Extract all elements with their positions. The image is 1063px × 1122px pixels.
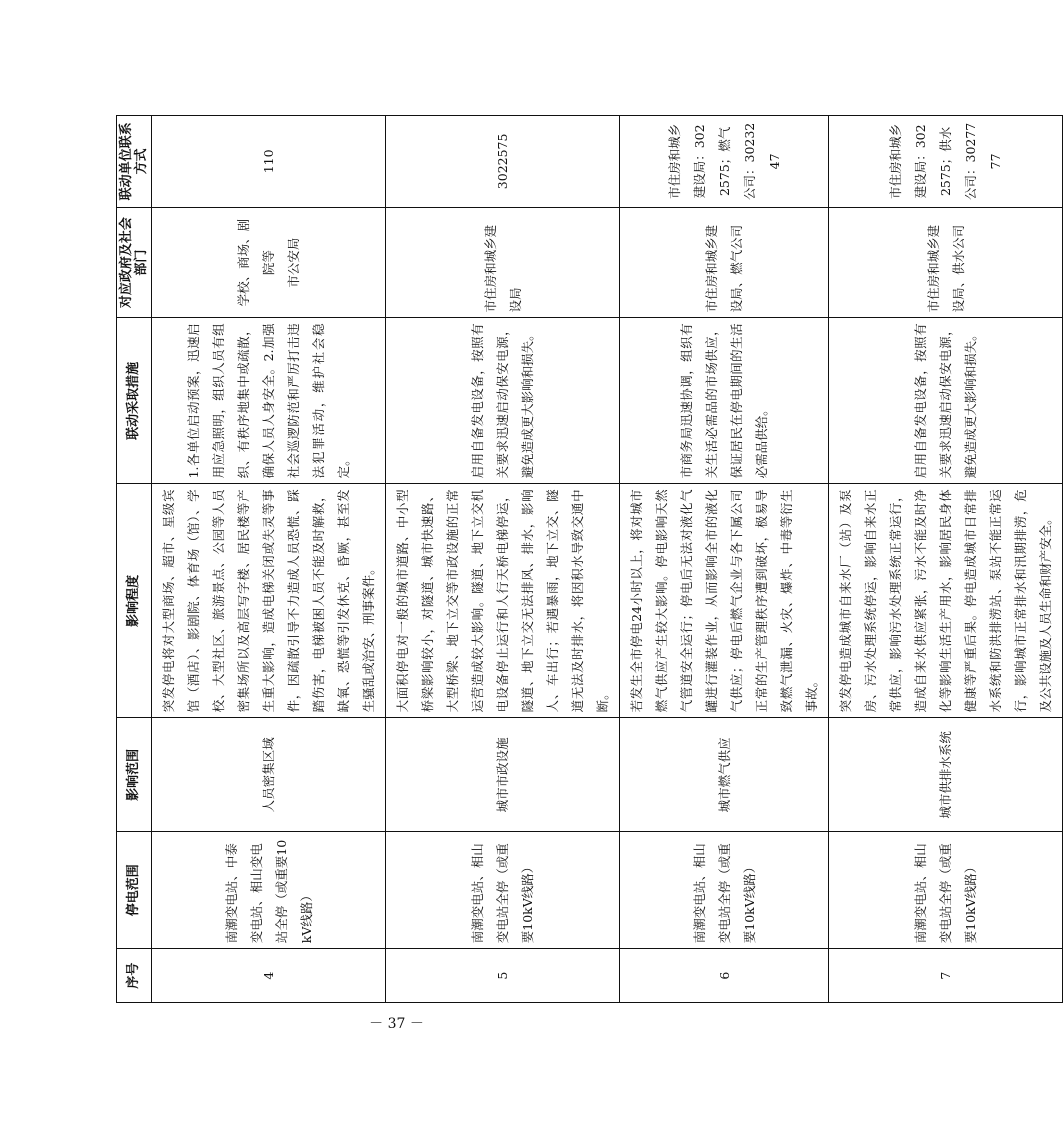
cell-contact: 市住房和城乡建设局：3022575；供水公司：3027777: [829, 116, 1063, 208]
rotated-table-wrapper: [116, 115, 1053, 1003]
cell-outage-range: 南潮变电站、相山变电站全停（或重要10kV线路）: [829, 832, 1063, 949]
cell-measures: 启用自备发电设备，按照有关要求迅速启动保安电源，避免造成更大影响和损失。: [386, 318, 620, 484]
cell-contact: 110: [152, 116, 386, 208]
cell-contact: 3022575: [386, 116, 620, 208]
cell-contact: 市住房和城乡建设局：3022575；燃气公司：3023247: [620, 116, 829, 208]
page-number: － 37 －: [369, 1016, 424, 1032]
cell-impact-scope: 城市市政设施: [386, 718, 620, 832]
header-measures: 联动采取措施: [117, 318, 152, 484]
cell-measures: 1.各单位启动预案，迅速启用应急照明，组织人员有组织、有秩序地集中或疏散，确保人员人身安全。2.加强社会巡逻防范和严厉打击违法犯罪活动，维护社会稳定。: [152, 318, 386, 484]
cell-impact-scope: 城市燃气供应: [620, 718, 829, 832]
cell-depts: 学校、商场、剧院等 市公安局: [152, 207, 386, 318]
header-depts: 对应政府及社会部门: [117, 207, 152, 318]
header-seq: 序号: [117, 949, 152, 1003]
cell-measures: 启用自备发电设备，按照有关要求迅速启动保安电源，避免造成更大影响和损失。: [829, 318, 1063, 484]
table-header-row: [117, 116, 152, 1003]
cell-impact-degree: 突发停电造成城市自来水厂（站）及泵房、污水处理系统停运，影响自来水正常供应，影响污水处理系统正常运行，造成自来水供应紧张，污水不能及时净化等影响生活生产用水，影响居民身体健康等严重后果。停电造成城市日常排水系统和防洪排涝站、泵站不能正常运行，影响城市正常排水和汛期排涝，危及公共设施及人员生命和财产安全。: [829, 484, 1063, 718]
cell-outage-range: 南潮变电站、相山变电站全停（或重要10kV线路）: [386, 832, 620, 949]
header-outage-range: 停电范围: [117, 832, 152, 949]
header-impact-degree: 影响程度: [117, 484, 152, 718]
cell-impact-degree: 大面积停电对一般的城市道路、中小型桥梁影响较小，对隧道、城市快速路、大型桥梁、地下立交等市政设施的正常运营造成较大影响。隧道、地下立交机电设备停止运行和人行天桥电梯停运，隧道、地下立交无法排风、排水，影响人、车出行；若遇暴雨，地下立交、隧道无法及时排水，将因积水导致交通中断。: [386, 484, 620, 718]
cell-seq: 4: [152, 949, 386, 1003]
cell-seq: 6: [620, 949, 829, 1003]
cell-impact-degree: 若发生全市停电24小时以上，将对城市燃气供应产生较大影响。停电影响天然气管道安全运行；停电后无法对液化气罐进行灌装作业，从而影响全市的液化气供应；停电后燃气企业与各下属公司正常的生产管理秩序遭到破坏，极易导致燃气泄漏、火灾、爆炸、中毒等衍生事故。: [620, 484, 829, 718]
cell-depts: 市住房和城乡建设局、燃气公司: [620, 207, 829, 318]
table-row: [829, 116, 1063, 1003]
cell-depts: 市住房和城乡建设局、供水公司: [829, 207, 1063, 318]
table-row: [152, 116, 386, 1003]
cell-seq: 7: [829, 949, 1063, 1003]
table-row: [386, 116, 620, 1003]
header-impact-scope: 影响范围: [117, 718, 152, 832]
cell-impact-degree: 突发停电将对大型商场、超市、星级宾馆（酒店）、影剧院、体育场（馆）、学校、大型社区、旅游景点、公园等人员密集场所以及高层写字楼、居民楼等产生重大影响，造成电梯关闭或失灵等事件，因疏散引导不力造成人员恐慌、踩踏伤害，电梯被困人员不能及时解救，缺氧、恐慌等引发休克、昏厥，甚至发生骚乱或治安、刑事案件。: [152, 484, 386, 718]
outage-impact-table: [116, 115, 1063, 1003]
table-row: [620, 116, 829, 1003]
cell-depts: 市住房和城乡建设局: [386, 207, 620, 318]
cell-seq: 5: [386, 949, 620, 1003]
cell-outage-range: 南潮变电站、中泰变电站、相山变电站全停（或重要10kV线路）: [152, 832, 386, 949]
cell-measures: 市商务局迅速协调，组织有关生活必需品的市场供应，保证居民在停电期间的生活必需品供给。: [620, 318, 829, 484]
header-contact: 联动单位联系方式: [117, 116, 152, 208]
cell-impact-scope: 人员密集区域: [152, 718, 386, 832]
cell-impact-scope: 城市供排水系统: [829, 718, 1063, 832]
cell-outage-range: 南潮变电站、相山变电站全停（或重要10kV线路）: [620, 832, 829, 949]
